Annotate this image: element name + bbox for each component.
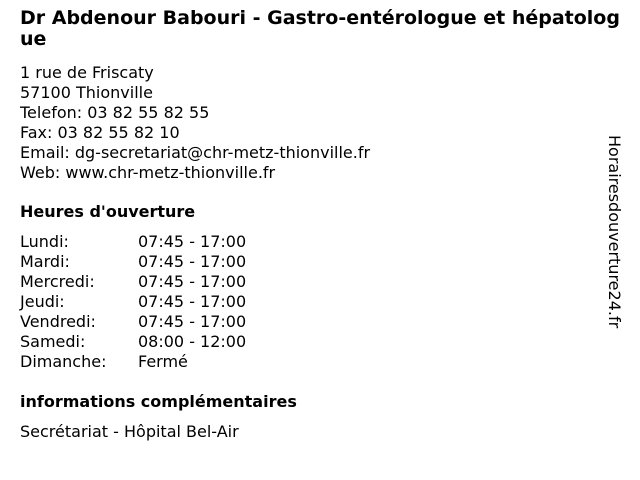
hours-row bbox=[20, 312, 620, 332]
watermark: Horairesdouverture24.fr bbox=[605, 135, 624, 329]
time-value: 08:00 - 12:00 bbox=[138, 332, 247, 351]
hours-row bbox=[20, 232, 620, 252]
page-title: Dr Abdenour Babouri - Gastro-entérologue et hépatologue bbox=[20, 7, 620, 50]
hours-row bbox=[20, 252, 620, 272]
time-value: 07:45 - 17:00 bbox=[138, 272, 247, 291]
fax-number: Fax: 03 82 55 82 10 bbox=[20, 123, 180, 142]
info-heading: informations complémentaires bbox=[20, 392, 297, 411]
business-card bbox=[20, 8, 620, 442]
hours-row bbox=[20, 292, 620, 312]
time-value: 07:45 - 17:00 bbox=[138, 252, 247, 271]
address-city: 57100 Thionville bbox=[20, 83, 153, 102]
day-label: Mercredi: bbox=[20, 272, 95, 291]
hours-row bbox=[20, 352, 620, 372]
hours-table bbox=[20, 232, 620, 372]
day-label: Lundi: bbox=[20, 232, 69, 251]
day-label: Jeudi: bbox=[20, 292, 65, 311]
hours-row bbox=[20, 272, 620, 292]
email-address: Email: dg-secretariat@chr-metz-thionville.fr bbox=[20, 143, 371, 162]
day-label: Vendredi: bbox=[20, 312, 96, 331]
day-label: Samedi: bbox=[20, 332, 86, 351]
time-value: 07:45 - 17:00 bbox=[138, 312, 247, 331]
time-value: 07:45 - 17:00 bbox=[138, 232, 247, 251]
time-value: Fermé bbox=[138, 352, 188, 371]
time-value: 07:45 - 17:00 bbox=[138, 292, 247, 311]
phone-number: Telefon: 03 82 55 82 55 bbox=[20, 103, 210, 122]
day-label: Mardi: bbox=[20, 252, 70, 271]
website: Web: www.chr-metz-thionville.fr bbox=[20, 163, 276, 182]
info-text: Secrétariat - Hôpital Bel-Air bbox=[20, 422, 239, 441]
hours-row bbox=[20, 332, 620, 352]
address-street: 1 rue de Friscaty bbox=[20, 63, 154, 82]
hours-heading: Heures d'ouverture bbox=[20, 202, 196, 221]
day-label: Dimanche: bbox=[20, 352, 107, 371]
contact-block bbox=[20, 63, 620, 183]
